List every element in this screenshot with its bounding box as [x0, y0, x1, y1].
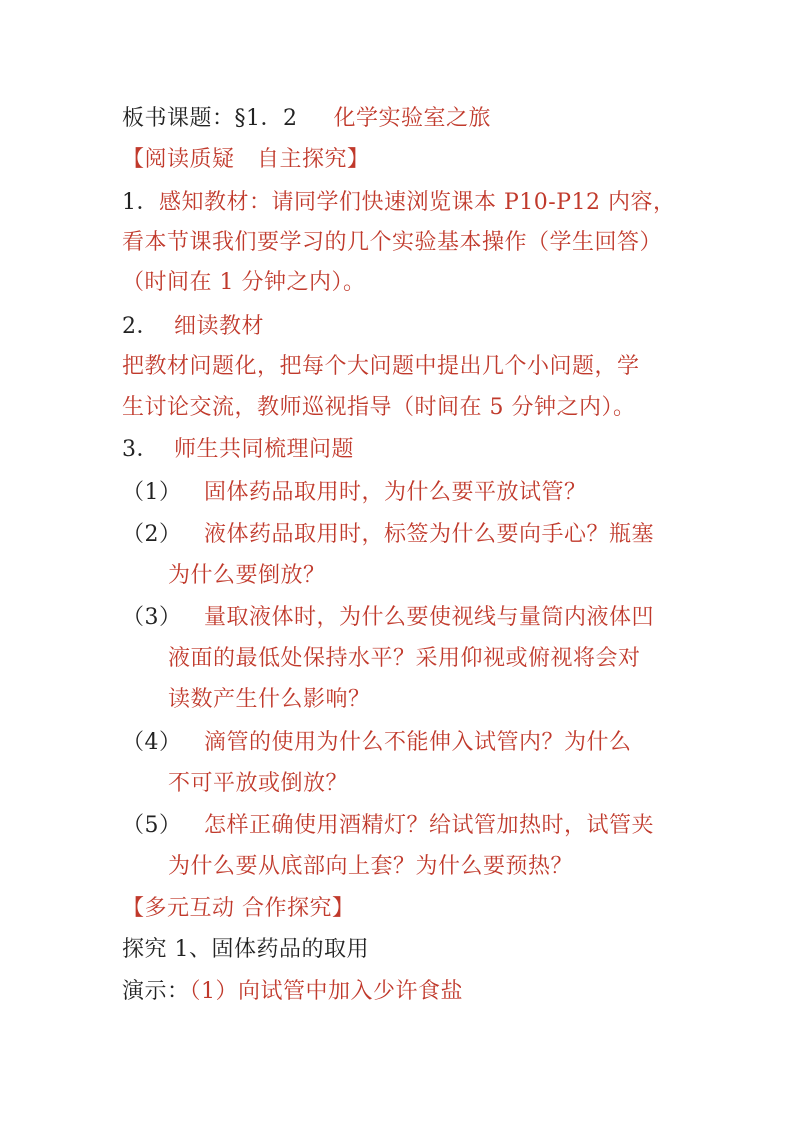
question-3-num: （3）: [122, 605, 182, 630]
question-5: [122, 811, 654, 841]
heading-interaction: 【多元互动 合作探究】: [122, 896, 355, 921]
step2-title: 细读教材: [174, 314, 265, 339]
step2-heading: [122, 312, 264, 342]
question-4-num: （4）: [122, 730, 182, 755]
step1-text1: 感知教材：请同学们快速浏览课本 P10-P12 内容，: [159, 190, 676, 215]
title-text: 化学实验室之旅: [333, 106, 492, 131]
step1-num: 1．: [122, 190, 159, 215]
step2-num: 2．: [122, 314, 159, 339]
lesson-title: [122, 104, 491, 134]
step1-line3: （时间在 1 分钟之内）。: [122, 270, 366, 295]
demo-text: （1）向试管中加入少许食盐: [189, 979, 464, 1004]
question-3-line2: 液面的最低处保持水平？采用仰视或俯视将会对: [168, 646, 641, 671]
question-1: [122, 478, 587, 508]
question-4: [122, 728, 632, 758]
step3-heading: [122, 435, 354, 465]
question-5-num: （5）: [122, 813, 182, 838]
heading-reading: 【阅读质疑 自主探究】: [122, 147, 370, 172]
step2-line1: 把教材问题化，把每个大问题中提出几个小问题，学: [122, 354, 640, 379]
step1-line1: [122, 188, 676, 218]
step3-title: 师生共同梳理问题: [174, 437, 355, 462]
question-3-line1: 量取液体时，为什么要使视线与量筒内液体凹: [204, 605, 655, 630]
question-2-line2: 为什么要倒放？: [168, 563, 326, 588]
question-1-line1: 固体药品取用时，为什么要平放试管？: [204, 480, 587, 505]
question-4-line1: 滴管的使用为什么不能伸入试管内？为什么: [204, 730, 632, 755]
demo-label: 演示：: [122, 979, 190, 1004]
question-2: [122, 520, 654, 550]
step3-num: 3．: [122, 437, 159, 462]
question-5-line1: 怎样正确使用酒精灯？给试管加热时，试管夹: [204, 813, 655, 838]
step1-line2: 看本节课我们要学习的几个实验基本操作（学生回答）: [122, 230, 663, 255]
title-label: 板书课题：: [122, 106, 235, 131]
question-2-line1: 液体药品取用时，标签为什么要向手心？瓶塞: [204, 522, 655, 547]
question-2-num: （2）: [122, 522, 182, 547]
question-5-line2: 为什么要从底部向上套？为什么要预热？: [168, 854, 574, 879]
step2-line2: 生讨论交流，教师巡视指导（时间在 5 分钟之内）。: [122, 395, 636, 420]
explore-1: 探究 1、固体药品的取用: [122, 937, 369, 962]
title-section: §1．2: [234, 106, 298, 131]
question-4-line2: 不可平放或倒放？: [168, 771, 349, 796]
question-3: [122, 603, 654, 633]
question-1-num: （1）: [122, 480, 182, 505]
question-3-line3: 读数产生什么影响？: [168, 687, 371, 712]
demo-line: [122, 977, 463, 1007]
